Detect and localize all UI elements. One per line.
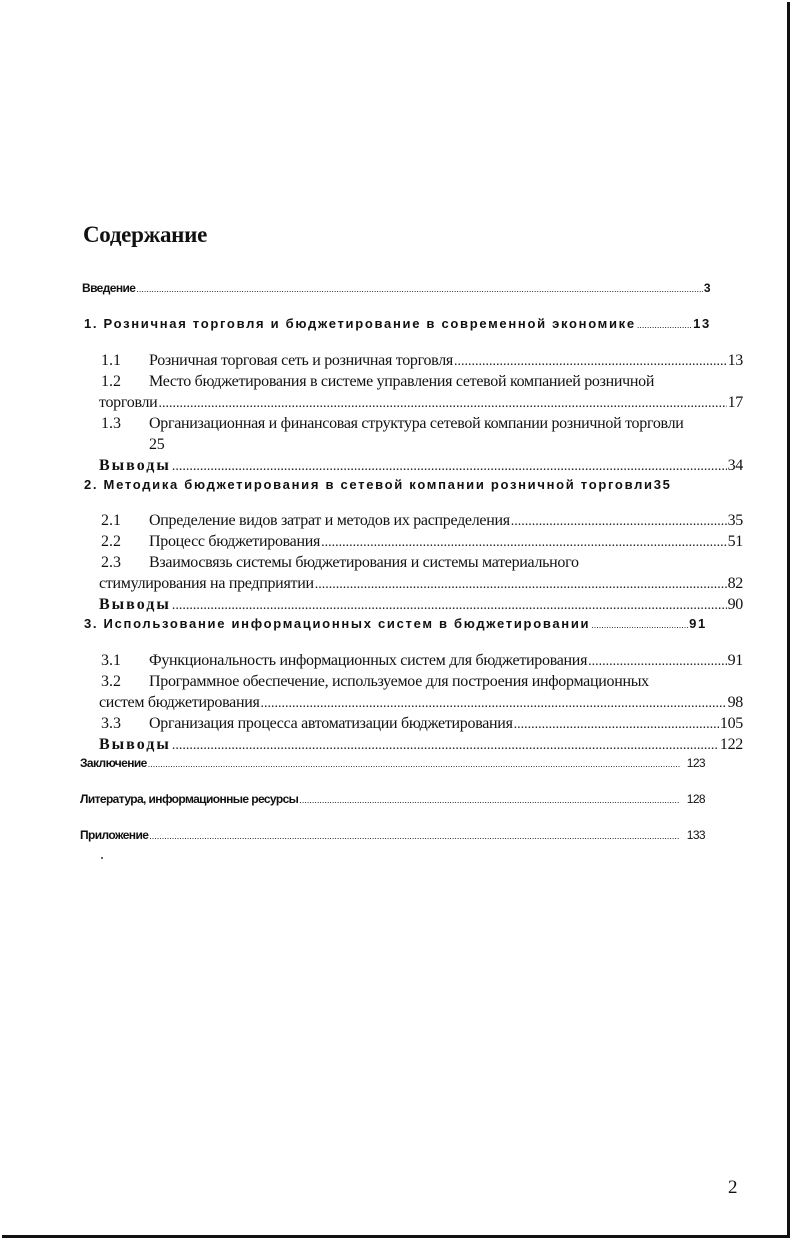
toc-entry-intro[interactable] [82,281,710,295]
toc-entry-conclusion[interactable] [80,756,705,770]
toc-section-title: Функциональность информационных систем для бюджетирования [149,652,588,669]
toc-label: Выводы [99,736,171,753]
toc-page: 25 [149,436,165,453]
toc-page: 13 [693,316,711,331]
toc-section-1-2[interactable] [99,394,743,412]
page-number: 2 [728,1177,738,1198]
toc-leader [511,514,727,530]
toc-section-title-line2: систем бюджетирования [99,694,260,711]
toc-label: Заключение [80,756,147,770]
toc-page: 133 [686,828,705,842]
toc-leader [148,759,680,769]
toc-leader [514,717,719,733]
toc-leader [315,577,727,593]
toc-leader [299,795,679,805]
toc-page: 105 [719,715,743,732]
toc-page: 13 [727,352,743,369]
toc-section-2-1[interactable] [149,512,743,530]
toc-entry-appendix[interactable] [80,828,705,842]
toc-leader [158,396,726,412]
toc-chapter-2[interactable] [84,477,713,492]
toc-leader [172,598,727,614]
section-number: 2.2 [101,533,121,550]
toc-leader [261,696,727,712]
toc-label: Выводы [99,457,171,474]
toc-page: 35 [727,512,743,529]
toc-section-2-2[interactable] [149,533,743,551]
toc-section-3-3[interactable] [149,715,743,733]
toc-page: 91 [689,616,707,631]
toc-chapter-heading: 3. Использование информационных систем в бюджетировании [84,616,591,631]
toc-label: Приложение [80,828,149,842]
toc-conclusions-3[interactable] [99,736,743,754]
toc-chapter-3[interactable] [84,616,707,631]
toc-conclusions-2[interactable] [99,596,743,614]
toc-leader [172,459,727,475]
toc-section-2-3[interactable] [99,575,743,593]
toc-section-title: Организация процесса автоматизации бюджетирования [149,715,513,732]
toc-page: 128 [686,792,705,806]
section-number: 1.2 [101,373,121,390]
section-number: 3.3 [101,715,121,732]
toc-chapter-heading: 1. Розничная торговля и бюджетирование в современной экономике [84,316,636,331]
toc-leader [591,620,688,630]
toc-conclusions-1[interactable] [99,457,743,475]
toc-leader [454,354,727,370]
toc-label: Выводы [99,596,171,613]
section-number: 3.2 [101,673,121,690]
toc-label: Литература, информационные ресурсы [80,792,299,806]
toc-chapter-1[interactable] [84,316,711,331]
toc-leader [136,284,703,294]
section-number: 2.3 [101,554,121,571]
toc-section-title: Розничная торговая сеть и розничная торговля [149,352,453,369]
toc-label: Введение [82,281,136,295]
toc-leader [321,535,727,551]
toc-section-title-line2: торговли [99,394,158,411]
toc-section-title-line2: стимулирования на предприятии [99,575,314,592]
toc-section-title-line1[interactable]: Программное обеспечение, используемое для построения информационных [149,673,649,690]
toc-section-title[interactable]: Организационная и финансовая структура сетевой компании розничной торговли [149,415,684,432]
toc-leader [637,320,692,330]
toc-page: 123 [686,756,705,770]
toc-leader [588,654,726,670]
toc-section-3-1[interactable] [149,652,743,670]
toc-page: 91 [727,652,743,669]
toc-page: 51 [727,533,743,550]
toc-section-title: Процесс бюджетирования [149,533,321,550]
scan-speck [101,857,103,859]
section-number: 1.3 [101,415,121,432]
toc-page: 98 [727,694,743,711]
toc-page: 90 [727,596,743,613]
toc-page: 17 [727,394,743,411]
toc-page: 82 [727,575,743,592]
toc-section-1-1[interactable] [149,352,743,370]
toc-leader [149,831,679,841]
toc-entry-literature[interactable] [80,792,705,806]
page-title: Содержание [83,222,207,247]
toc-section-title-line1[interactable]: Взаимосвязь системы бюджетирования и системы материального [149,554,579,571]
toc-chapter-heading: 2. Методика бюджетирования в сетевой компании розничной торговли [84,477,654,492]
toc-leader [172,738,719,754]
toc-page: 122 [719,736,743,753]
toc-section-3-2[interactable] [99,694,743,712]
toc-page: 34 [727,457,743,474]
section-number: 2.1 [101,512,121,529]
toc-section-title-line1[interactable]: Место бюджетирования в системе управления сетевой компанией розничной [149,373,655,390]
toc-page: 35 [653,477,672,492]
section-number: 3.1 [101,652,121,669]
toc-section-title: Определение видов затрат и методов их распределения [149,512,510,529]
toc-page: 3 [703,281,710,295]
section-number: 1.1 [101,352,121,369]
